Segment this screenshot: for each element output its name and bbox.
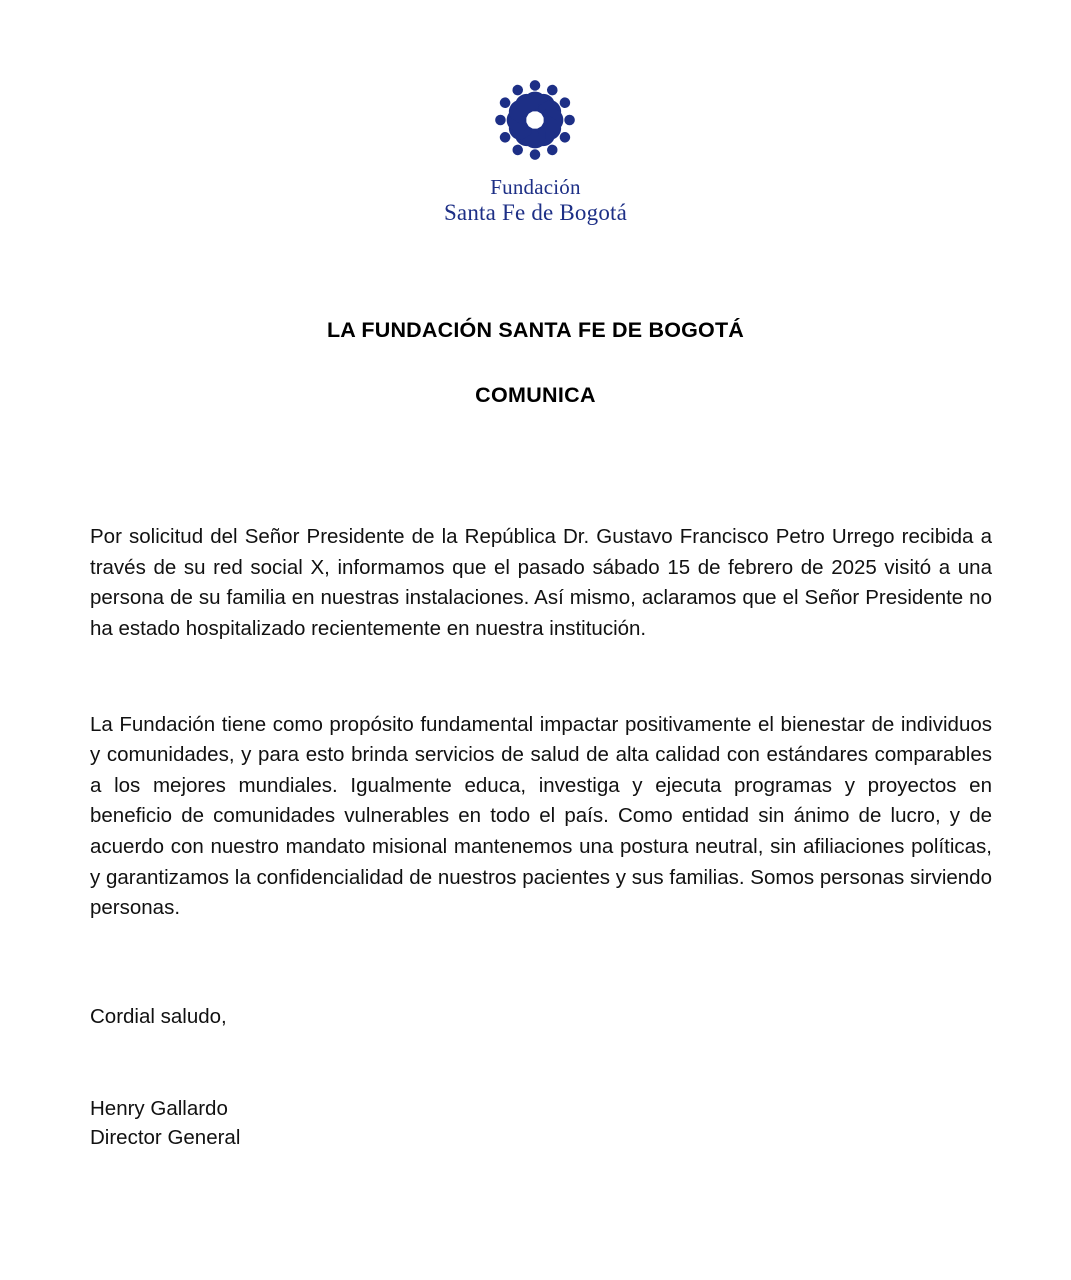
document-headings	[0, 318, 1071, 408]
fundacion-santa-fe-circle-of-people-logo-icon	[487, 72, 583, 168]
heading-primary-strong-part: LA FUNDACIÓN SANTA	[326, 318, 572, 343]
heading-secondary: COMUNICA	[475, 383, 596, 408]
heading-primary-regular-part: FE DE BOGOTÁ	[571, 318, 745, 343]
signer-title: Director General	[90, 1126, 241, 1150]
signer-name: Henry Gallardo	[90, 1097, 228, 1121]
heading-primary	[0, 318, 1071, 343]
organization-wordmark	[444, 176, 627, 226]
body-paragraph-1: Por solicitud del Señor Presidente de la República Dr. Gustavo Francisco Petro Urrego recibida a través de su red social X, informamos que el pasado sábado 15 de febrero de 2025 visitó a una persona de su familia en nuestras instalaciones. Así mismo, aclaramos que el Señor Presidente no ha estado hospitalizado recientemente en nuestra institución.	[90, 525, 992, 640]
wordmark-line-santa-fe-de-bogota: Santa Fe de Bogotá	[443, 199, 628, 225]
closing-salutation: Cordial saludo,	[90, 1004, 227, 1028]
document-body	[90, 522, 992, 1152]
organization-logo	[444, 72, 627, 226]
body-paragraph-2: La Fundación tiene como propósito fundamental impactar positivamente el bienestar de individuos y comunidades, y para esto brinda servicios de salud de alta calidad con estándares comparables a los mejores mundiales. Igualmente educa, investiga y ejecuta programas y proyectos en beneficio de comunidades vulnerables en todo el país. Como entidad sin ánimo de lucro, y de acuerdo con nuestro mandato misional mantenemos una postura neutral, sin afiliaciones políticas, y garantizamos la confidencialidad de nuestros pacientes y sus familias. Somos personas sirviendo personas.	[90, 712, 992, 920]
wordmark-line-fundacion: Fundación	[490, 175, 581, 199]
signature-block	[90, 1094, 992, 1152]
letterhead	[0, 0, 1071, 226]
